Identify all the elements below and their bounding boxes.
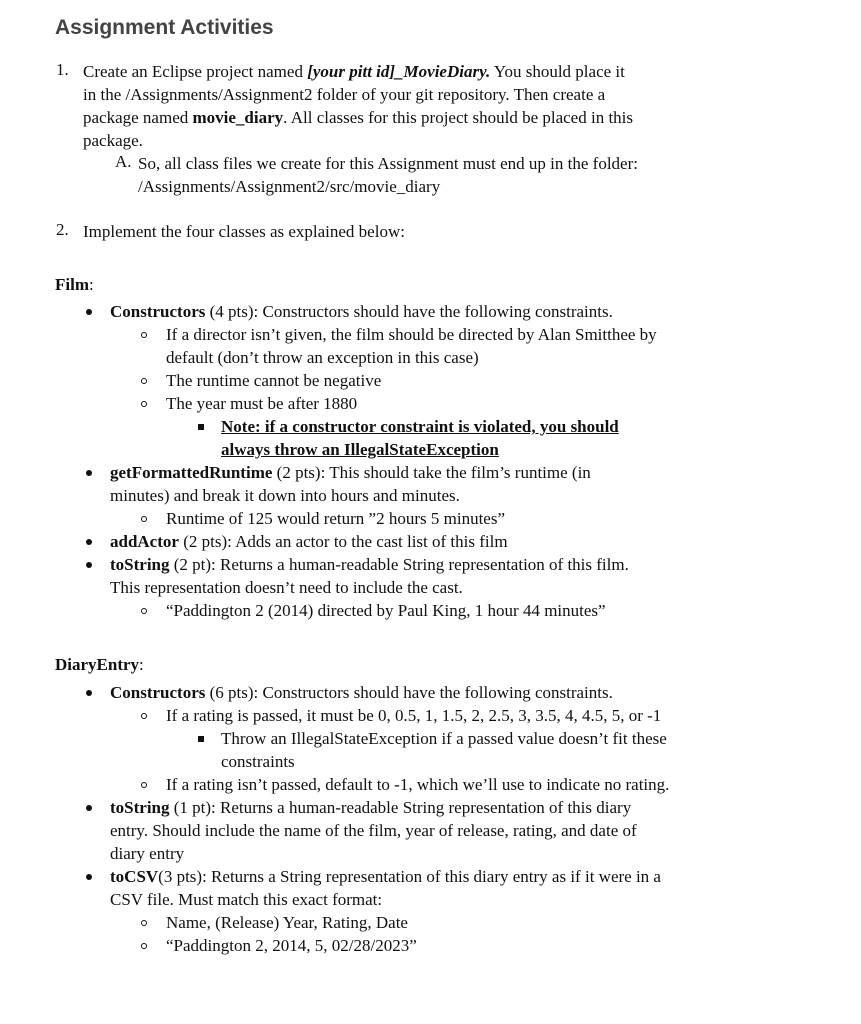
bullet-icon	[86, 470, 92, 476]
activity-1-number: 1.	[56, 60, 69, 79]
film-note-line-1: Note: if a constructor constraint is violated, you should	[221, 417, 619, 436]
film-getformattedruntime: getFormattedRuntime (2 pts): This should take the film’s runtime (in	[110, 463, 591, 482]
circle-bullet-icon	[141, 782, 147, 788]
diary-csv-format: Name, (Release) Year, Rating, Date	[166, 913, 408, 932]
circle-bullet-icon	[141, 943, 147, 949]
diary-tostring: toString (1 pt): Returns a human-readable String representation of this diary	[110, 798, 632, 817]
package-name: movie_diary	[192, 108, 284, 127]
diary-rating-default: If a rating isn’t passed, default to -1, which we’ll use to indicate no rating.	[166, 775, 670, 794]
activity-1-sub-label: A.	[115, 152, 132, 171]
circle-bullet-icon	[141, 713, 147, 719]
diary-note-line-1: Throw an IllegalStateException if a passed value doesn’t fit these	[221, 729, 667, 748]
diary-tocsv-line-2: CSV file. Must match this exact format:	[110, 890, 383, 909]
activity-2-number: 2.	[56, 220, 69, 239]
circle-bullet-icon	[141, 332, 147, 338]
bullet-icon	[86, 539, 92, 545]
bullet-icon	[86, 874, 92, 880]
circle-bullet-icon	[141, 608, 147, 614]
film-runtime-example: Runtime of 125 would return ”2 hours 5 minutes”	[166, 509, 506, 528]
page-heading: Assignment Activities	[55, 16, 274, 39]
diary-tostring-line-3: diary entry	[110, 844, 185, 863]
diary-csv-example: “Paddington 2, 2014, 5, 02/28/2023”	[166, 936, 417, 955]
film-addactor: addActor (2 pts): Adds an actor to the cast list of this film	[110, 532, 508, 551]
film-constructor-sub-1-line-2: default (don’t throw an exception in this case)	[166, 348, 479, 367]
activity-2-line-1: Implement the four classes as explained below:	[83, 222, 405, 241]
square-bullet-icon	[198, 736, 204, 742]
activity-1-line-4: package.	[83, 131, 143, 150]
film-constructor-sub-1-line-1: If a director isn’t given, the film should be directed by Alan Smitthee by	[166, 325, 657, 344]
film-constructors: Constructors (4 pts): Constructors should have the following constraints.	[110, 302, 613, 321]
circle-bullet-icon	[141, 401, 147, 407]
activity-1-line-1: Create an Eclipse project named [your pitt id]_MovieDiary. You should place it	[83, 62, 625, 81]
film-tostring: toString (2 pt): Returns a human-readable String representation of this film.	[110, 555, 629, 574]
film-getformattedruntime-line-2: minutes) and break it down into hours and minutes.	[110, 486, 460, 505]
project-name: [your pitt id]_MovieDiary.	[307, 62, 491, 81]
film-constructor-sub-2: The runtime cannot be negative	[166, 371, 382, 390]
film-title: Film:	[55, 275, 94, 294]
diary-tocsv: toCSV(3 pts): Returns a String representation of this diary entry as if it were in a	[110, 867, 661, 886]
bullet-icon	[86, 805, 92, 811]
circle-bullet-icon	[141, 378, 147, 384]
activity-1-line-3: package named movie_diary. All classes for this project should be placed in this	[83, 108, 634, 127]
circle-bullet-icon	[141, 920, 147, 926]
film-note-line-2: always throw an IllegalStateException	[221, 440, 499, 459]
bullet-icon	[86, 690, 92, 696]
film-constructor-sub-3: The year must be after 1880	[166, 394, 358, 413]
diary-title: DiaryEntry:	[55, 655, 144, 674]
diary-tostring-line-2: entry. Should include the name of the film, year of release, rating, and date of	[110, 821, 637, 840]
film-tostring-line-2: This representation doesn’t need to include the cast.	[110, 578, 463, 597]
film-tostring-example: “Paddington 2 (2014) directed by Paul King, 1 hour 44 minutes”	[166, 601, 606, 620]
diary-note-line-2: constraints	[221, 752, 295, 771]
diary-rating-constraint: If a rating is passed, it must be 0, 0.5, 1, 1.5, 2, 2.5, 3, 3.5, 4, 4.5, 5, or -1	[166, 706, 662, 725]
activity-1-sub-line-1: So, all class files we create for this Assignment must end up in the folder:	[138, 154, 638, 173]
activity-1-line-2: in the /Assignments/Assignment2 folder of your git repository. Then create a	[83, 85, 606, 104]
diary-constructors: Constructors (6 pts): Constructors should have the following constraints.	[110, 683, 613, 702]
activity-1-sub-line-2: /Assignments/Assignment2/src/movie_diary	[138, 177, 441, 196]
bullet-icon	[86, 562, 92, 568]
square-bullet-icon	[198, 424, 204, 430]
circle-bullet-icon	[141, 516, 147, 522]
bullet-icon	[86, 309, 92, 315]
